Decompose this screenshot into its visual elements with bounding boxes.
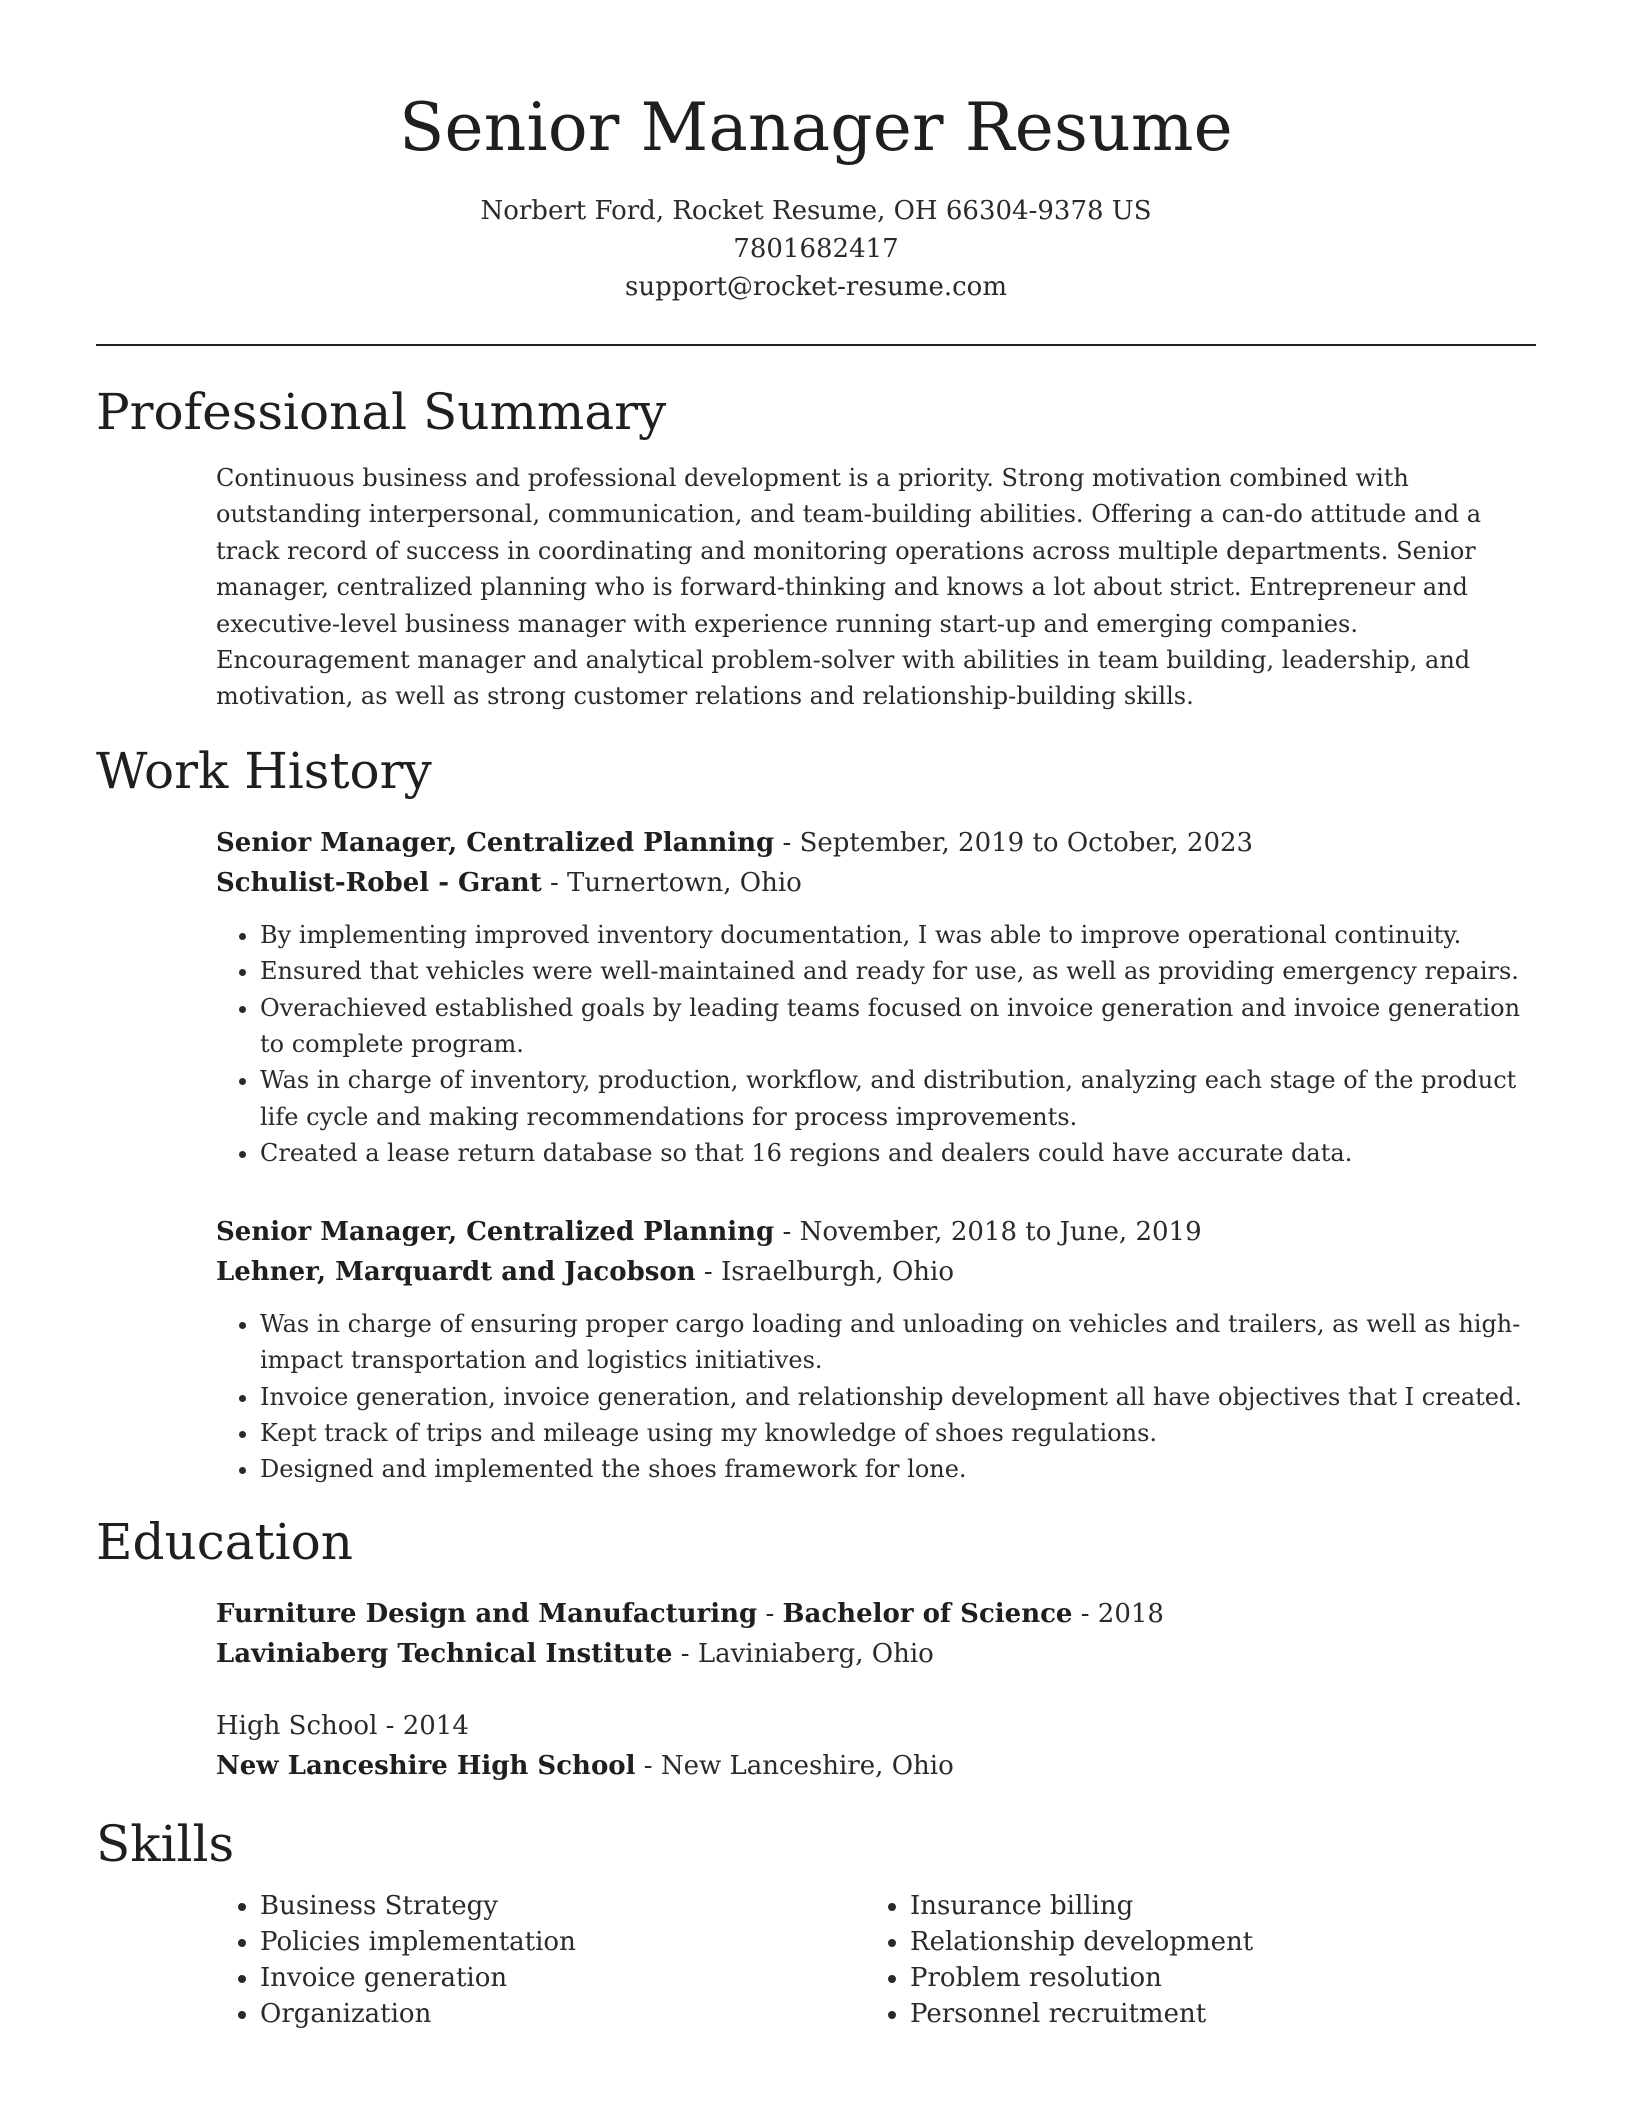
education-degree-line — [216, 1706, 1536, 1746]
separator: - — [1080, 1598, 1098, 1629]
skills-section — [96, 1812, 1536, 2032]
contact-address: Norbert Ford, Rocket Resume, OH 66304-9378 US — [480, 196, 1152, 226]
job-title-line — [216, 1212, 1536, 1252]
job-dates: September, 2019 to October, 2023 — [799, 827, 1254, 858]
skill-item: • Personnel recruitment — [910, 1996, 1516, 2032]
work-history-body — [216, 823, 1536, 1488]
job-bullet: • Ensured that vehicles were well-maintained and ready for use, as well as providing emergency repairs. — [260, 953, 1536, 989]
resume-title: Senior Manager Resume — [399, 89, 1233, 166]
education-entry — [216, 1706, 1536, 1786]
job-entry — [216, 1212, 1536, 1488]
education-program: High School — [216, 1710, 378, 1741]
job-title-line — [216, 823, 1536, 863]
work-history-section — [96, 739, 1536, 1488]
education-school-line — [216, 1746, 1536, 1786]
job-dates: November, 2018 to June, 2019 — [799, 1216, 1202, 1247]
job-company-line — [216, 863, 1536, 903]
summary-heading: Professional Summary — [96, 383, 667, 441]
education-program: Furniture Design and Manufacturing — [216, 1598, 758, 1629]
header-divider — [96, 344, 1536, 346]
job-bullet: • Was in charge of inventory, production, workflow, and distribution, analyzing each stage of the product life cycle and making recommendations for process improvements. — [260, 1062, 1536, 1135]
summary-text: Continuous business and professional development is a priority. Strong motivation combined with outstanding interpersonal, communication, and team-building abilities. Offering a can-do attitude and a track record of success in coordinating and monitoring operations across multiple departments. Senior manager, centralized planning who is forward-thinking and knows a lot about strict. Entrepreneur and executive-level business manager with experience running start-up and emerging companies. Encouragement manager and analytical problem-solver with abilities in team building, leadership, and motivation, as well as strong customer relations and relationship-building skills. — [216, 464, 1482, 711]
job-bullet: • Overachieved established goals by leading teams focused on invoice generation and invoice generation to complete program. — [260, 990, 1536, 1063]
skill-item: • Business Strategy — [260, 1888, 866, 1924]
summary-section — [96, 380, 1536, 715]
education-degree-line — [216, 1594, 1536, 1634]
job-location: Turnertown, Ohio — [567, 867, 802, 898]
education-body — [216, 1594, 1536, 1786]
skill-item: • Problem resolution — [910, 1960, 1516, 1996]
skills-body — [216, 1888, 1536, 2032]
job-entry — [216, 823, 1536, 1172]
education-degree: Bachelor of Science — [782, 1598, 1073, 1629]
education-year: 2018 — [1097, 1598, 1164, 1629]
education-year: 2014 — [402, 1710, 469, 1741]
separator: - — [680, 1638, 698, 1669]
job-bullet: • Kept track of trips and mileage using my knowledge of shoes regulations. — [260, 1415, 1536, 1451]
skill-item: • Policies implementation — [260, 1924, 866, 1960]
contact-email: support@rocket-resume.com — [624, 272, 1007, 302]
education-heading: Education — [96, 1512, 353, 1571]
skill-item: • Invoice generation — [260, 1960, 866, 1996]
education-entry — [216, 1594, 1536, 1674]
job-company: Lehner, Marquardt and Jacobson — [216, 1256, 696, 1287]
job-location: Israelburgh, Ohio — [720, 1256, 954, 1287]
job-company-line — [216, 1252, 1536, 1292]
separator: - — [549, 867, 568, 898]
summary-body — [216, 460, 1536, 715]
job-bullet: • Invoice generation, invoice generation, and relationship development all have objectives that I created. — [260, 1379, 1536, 1415]
job-bullet: • Created a lease return database so that 16 regions and dealers could have accurate data. — [260, 1135, 1536, 1171]
skill-item: • Relationship development — [910, 1924, 1516, 1960]
separator: - — [385, 1710, 403, 1741]
separator: - — [643, 1750, 661, 1781]
education-school-line — [216, 1634, 1536, 1674]
job-bullets — [216, 917, 1536, 1172]
job-company: Schulist-Robel - Grant — [216, 867, 542, 898]
skills-heading: Skills — [96, 1814, 235, 1873]
education-location: Laviniaberg, Ohio — [697, 1638, 934, 1669]
contact-phone: 7801682417 — [733, 234, 899, 264]
work-history-heading: Work History — [96, 741, 432, 800]
skills-column-right — [866, 1888, 1516, 2032]
job-bullet: • Designed and implemented the shoes framework for lone. — [260, 1451, 1536, 1487]
skills-grid — [216, 1888, 1536, 2032]
separator: - — [703, 1256, 721, 1287]
skill-item: • Organization — [260, 1996, 866, 2032]
separator: - — [765, 1598, 783, 1629]
resume-header — [96, 0, 1536, 306]
education-school: Laviniaberg Technical Institute — [216, 1638, 673, 1669]
separator: - — [782, 827, 800, 858]
job-bullets — [216, 1306, 1536, 1488]
skill-item: • Insurance billing — [910, 1888, 1516, 1924]
job-bullet: • By implementing improved inventory documentation, I was able to improve operational continuity. — [260, 917, 1536, 953]
job-title: Senior Manager, Centralized Planning — [216, 1216, 775, 1247]
separator: - — [782, 1216, 800, 1247]
education-school: New Lanceshire High School — [216, 1750, 636, 1781]
job-bullet: • Was in charge of ensuring proper cargo loading and unloading on vehicles and trailers, as well as high-impact transportation and logistics initiatives. — [260, 1306, 1536, 1379]
skills-column-left — [216, 1888, 866, 2032]
education-section — [96, 1510, 1536, 1786]
education-location: New Lanceshire, Ohio — [660, 1750, 954, 1781]
job-title: Senior Manager, Centralized Planning — [216, 827, 775, 858]
